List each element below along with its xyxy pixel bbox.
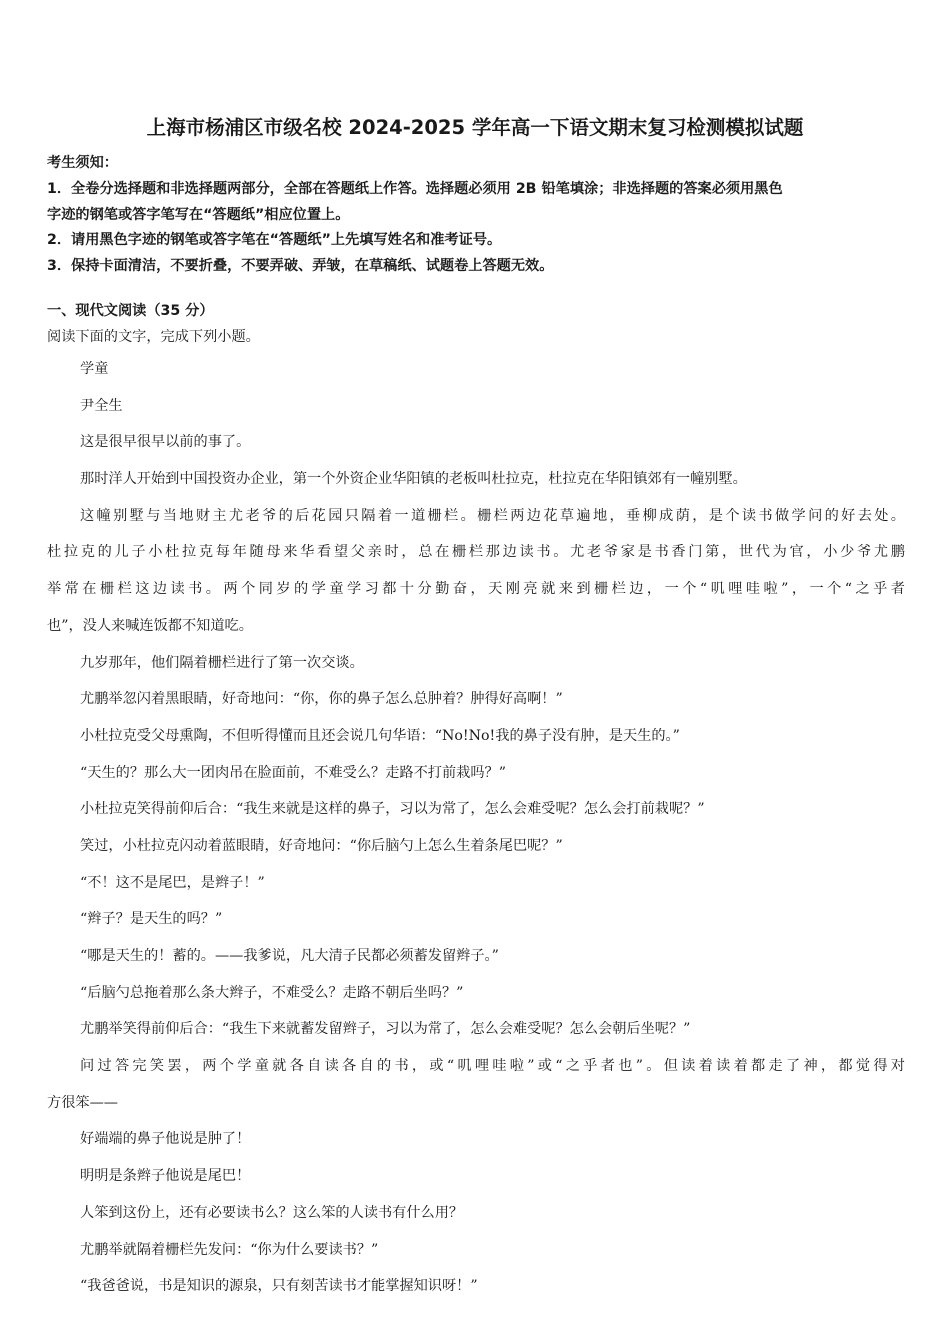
exam-notice <box>47 151 907 280</box>
passage-line: “后脑勺总拖着那么条大辫子，不难受么？走路不朝后坐吗？” <box>80 984 464 1001</box>
notice-item: 3．保持卡面清洁，不要折叠，不要弄破、弄皱，在草稿纸、试题卷上答题无效。 <box>47 258 554 275</box>
passage-line: 也”，没人来喊连饭都不知道吃。 <box>47 617 253 634</box>
exam-title: 上海市杨浦区市级名校 2024-2025 学年高一下语文期末复习检测模拟试题 <box>146 116 804 139</box>
notice-item: 1．全卷分选择题和非选择题两部分，全部在答题纸上作答。选择题必须用 2B 铅笔填涂；非选择题的答案必须用黑色 <box>47 180 783 197</box>
passage-line: 那时洋人开始到中国投资办企业，第一个外资企业华阳镇的老板叫杜拉克，杜拉克在华阳镇郊有一幢别墅。 <box>80 471 747 488</box>
passage-line: 尤鹏举忽闪着黑眼睛，好奇地问：“你，你的鼻子怎么总肿着？肿得好高啊！” <box>80 691 563 708</box>
passage-line: 举常在栅栏这边读书。两个同岁的学童学习都十分勤奋，天刚亮就来到栅栏边，一个“叽哩哇啦”，一个“之乎者 <box>47 581 905 598</box>
notice-heading: 考生须知： <box>47 155 118 171</box>
passage-line: 好端端的鼻子他说是肿了！ <box>80 1131 251 1148</box>
passage-line: 杜拉克的儿子小杜拉克每年随母来华看望父亲时，总在栅栏那边读书。尤老爷家是书香门第，世代为官，小少爷尤鹏 <box>47 544 905 561</box>
passage-title: 学童 <box>80 361 109 377</box>
notice-item: 2．请用黑色字迹的钢笔或答字笔在“答题纸”上先填写姓名和准考证号。 <box>47 232 502 249</box>
passage-line: 这幢别墅与当地财主尤老爷的后花园只隔着一道栅栏。栅栏两边花草遍地，垂柳成荫，是个读书做学问的好去处。 <box>80 507 905 524</box>
passage-line: 人笨到这份上，还有必要读书么？这么笨的人读书有什么用？ <box>80 1204 464 1221</box>
passage-line: 小杜拉克受父母熏陶，不但听得懂而且还会说几句华语：“No!No!我的鼻子没有肿，是天生的。” <box>80 727 680 744</box>
passage-line: 问过答完笑罢，两个学童就各自读各自的书，或“叽哩哇啦”或“之乎者也”。但读着读着都走了神，都觉得对 <box>80 1058 905 1075</box>
passage-line: 明明是条辫子他说是尾巴！ <box>80 1168 251 1185</box>
passage-line: “我爸爸说，书是知识的源泉，只有刻苦读书才能掌握知识呀！” <box>80 1278 478 1295</box>
notice-item: 字迹的钢笔或答字笔写在“答题纸”相应位置上。 <box>47 206 350 223</box>
passage-line: 这是很早很早以前的事了。 <box>80 434 251 451</box>
passage-author: 尹全生 <box>80 397 123 414</box>
passage-line: 九岁那年，他们隔着栅栏进行了第一次交谈。 <box>80 654 364 671</box>
passage-line: “辫子？是天生的吗？” <box>80 911 223 928</box>
passage-line: “哪是天生的！蓄的。——我爹说，凡大清子民都必须蓄发留辫子。” <box>80 948 499 964</box>
section-heading: 一、现代文阅读（35 分） <box>47 303 214 319</box>
passage-line: 笑过，小杜拉克闪动着蓝眼睛，好奇地问：“你后脑勺上怎么生着条尾巴呢？” <box>80 837 563 854</box>
reading-passage <box>47 358 905 1312</box>
passage-line: “不！这不是尾巴，是辫子！” <box>80 874 265 891</box>
passage-line: 方很笨—— <box>47 1094 118 1111</box>
passage-line: “天生的？那么大一团肉吊在脸面前，不难受么？走路不打前栽吗？” <box>80 764 506 781</box>
passage-line: 小杜拉克笑得前仰后合：“我生来就是这样的鼻子，习以为常了，怎么会难受呢？怎么会打前栽呢？” <box>80 801 705 818</box>
passage-line: 尤鹏举就隔着栅栏先发问：“你为什么要读书？” <box>80 1241 379 1258</box>
section-instruction: 阅读下面的文字，完成下列小题。 <box>47 329 260 345</box>
passage-line: 尤鹏举笑得前仰后合：“我生下来就蓄发留辫子，习以为常了，怎么会难受呢？怎么会朝后坐呢？” <box>80 1021 691 1038</box>
